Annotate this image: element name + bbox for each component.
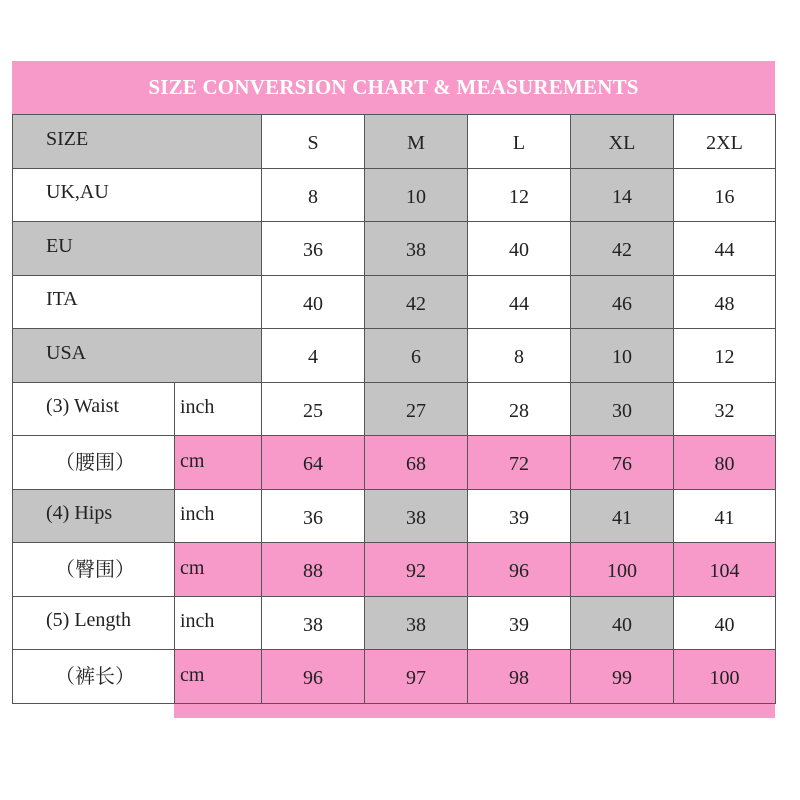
unit-label: cm xyxy=(175,543,262,597)
table-cell: 36 xyxy=(262,222,365,276)
table-cell: 98 xyxy=(468,650,571,704)
table-cell: 46 xyxy=(571,275,674,329)
chart-title: SIZE CONVERSION CHART & MEASUREMENTS xyxy=(12,61,775,114)
table-cell: 4 xyxy=(262,329,365,383)
table-cell: 38 xyxy=(262,596,365,650)
row-label: ITA xyxy=(13,275,262,329)
table-cell: 16 xyxy=(674,168,776,222)
table-cell: 44 xyxy=(674,222,776,276)
row-label: UK,AU xyxy=(13,168,262,222)
size-header-label: SIZE xyxy=(13,115,262,169)
table-cell: 80 xyxy=(674,436,776,490)
table-cell: 88 xyxy=(262,543,365,597)
table-cell: 28 xyxy=(468,382,571,436)
table-cell: 40 xyxy=(571,596,674,650)
table-cell: 40 xyxy=(262,275,365,329)
table-cell: 72 xyxy=(468,436,571,490)
table-row xyxy=(13,596,776,650)
table-cell: 96 xyxy=(468,543,571,597)
table-cell: 38 xyxy=(365,596,468,650)
size-column-header: XL xyxy=(571,115,674,169)
table-cell: 25 xyxy=(262,382,365,436)
table-row xyxy=(13,436,776,490)
row-label: USA xyxy=(13,329,262,383)
table-cell: 40 xyxy=(468,222,571,276)
table-row xyxy=(13,382,776,436)
table-row xyxy=(13,168,776,222)
table-row xyxy=(13,543,776,597)
table-cell: 32 xyxy=(674,382,776,436)
size-conversion-table xyxy=(12,114,776,704)
table-row xyxy=(13,115,776,169)
footer-pink-strip xyxy=(174,704,775,718)
unit-label: cm xyxy=(175,650,262,704)
row-label: (3) Waist xyxy=(13,382,175,436)
unit-label: cm xyxy=(175,436,262,490)
table-cell: 76 xyxy=(571,436,674,490)
table-cell: 40 xyxy=(674,596,776,650)
table-cell: 92 xyxy=(365,543,468,597)
table-cell: 68 xyxy=(365,436,468,490)
size-column-header: M xyxy=(365,115,468,169)
table-cell: 14 xyxy=(571,168,674,222)
unit-label: inch xyxy=(175,596,262,650)
table-cell: 48 xyxy=(674,275,776,329)
row-label: (5) Length xyxy=(13,596,175,650)
table-cell: 6 xyxy=(365,329,468,383)
table-cell: 42 xyxy=(571,222,674,276)
row-label: EU xyxy=(13,222,262,276)
table-cell: 97 xyxy=(365,650,468,704)
table-cell: 99 xyxy=(571,650,674,704)
table-cell: 8 xyxy=(468,329,571,383)
size-column-header: L xyxy=(468,115,571,169)
table-cell: 39 xyxy=(468,489,571,543)
table-cell: 96 xyxy=(262,650,365,704)
table-cell: 104 xyxy=(674,543,776,597)
table-cell: 41 xyxy=(674,489,776,543)
table-cell: 38 xyxy=(365,489,468,543)
size-column-header: S xyxy=(262,115,365,169)
table-cell: 36 xyxy=(262,489,365,543)
table-cell: 100 xyxy=(674,650,776,704)
table-cell: 12 xyxy=(674,329,776,383)
table-row xyxy=(13,275,776,329)
size-column-header: 2XL xyxy=(674,115,776,169)
table-cell: 41 xyxy=(571,489,674,543)
table-cell: 44 xyxy=(468,275,571,329)
table-row xyxy=(13,650,776,704)
table-cell: 8 xyxy=(262,168,365,222)
table-row xyxy=(13,489,776,543)
table-row xyxy=(13,329,776,383)
table-cell: 27 xyxy=(365,382,468,436)
table-cell: 12 xyxy=(468,168,571,222)
table-cell: 10 xyxy=(571,329,674,383)
table-cell: 100 xyxy=(571,543,674,597)
table-cell: 10 xyxy=(365,168,468,222)
table-cell: 30 xyxy=(571,382,674,436)
unit-label: inch xyxy=(175,489,262,543)
row-label: （腰围） xyxy=(13,436,175,490)
row-label: (4) Hips xyxy=(13,489,175,543)
table-row xyxy=(13,222,776,276)
row-label: （臀围） xyxy=(13,543,175,597)
table-cell: 42 xyxy=(365,275,468,329)
table-cell: 39 xyxy=(468,596,571,650)
table-cell: 38 xyxy=(365,222,468,276)
unit-label: inch xyxy=(175,382,262,436)
row-label: （裤长） xyxy=(13,650,175,704)
table-cell: 64 xyxy=(262,436,365,490)
